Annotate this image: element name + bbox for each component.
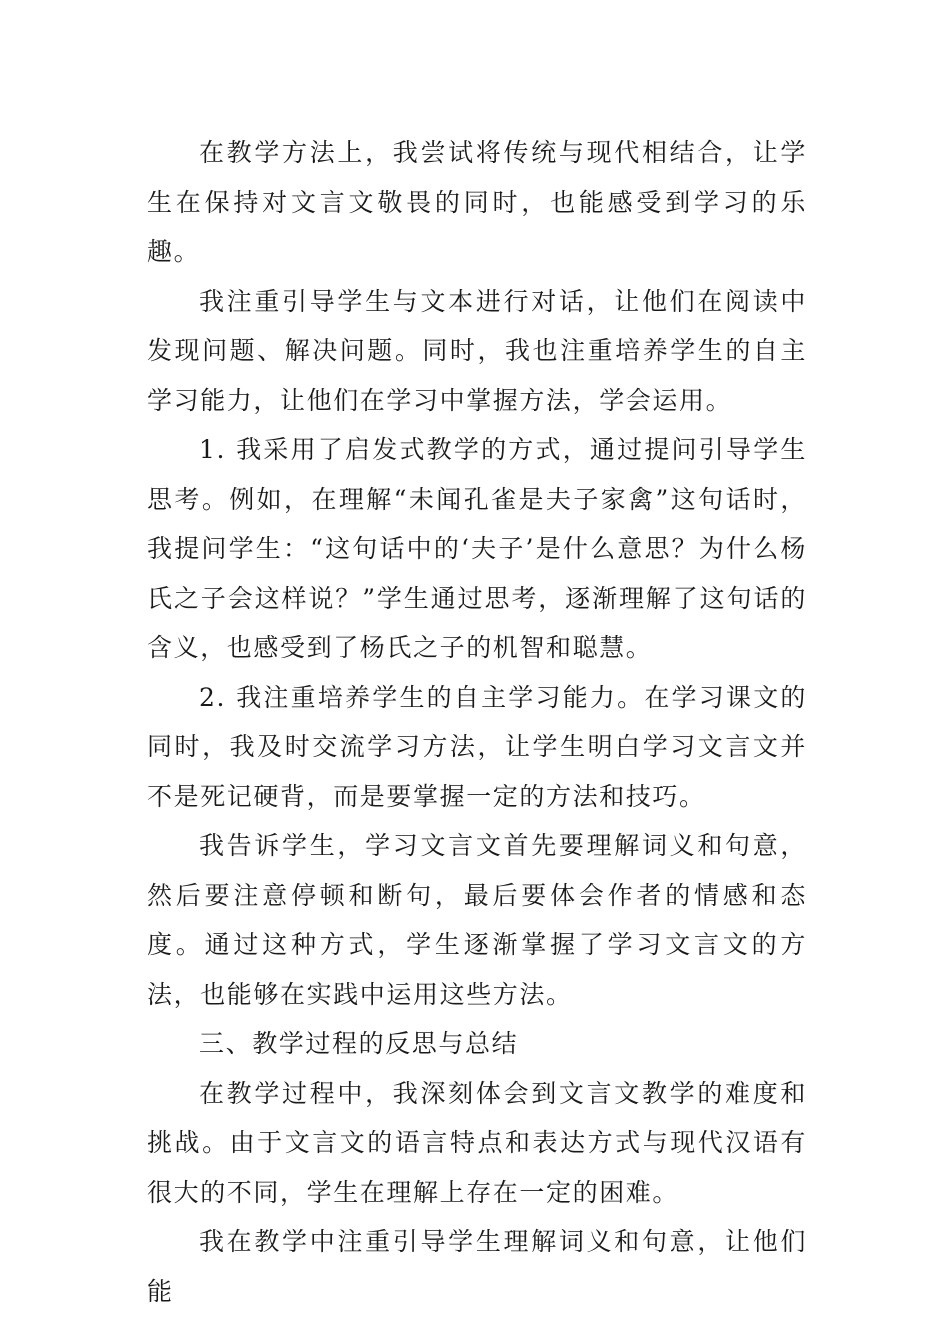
paragraph-study-advice: 我告诉学生，学习文言文首先要理解词义和句意，然后要注意停顿和断句，最后要体会作者的情感和态度。通过这种方式，学生逐渐掌握了学习文言文的方法，也能够在实践中运用这些方法。 bbox=[147, 831, 807, 1009]
paragraph-teaching-method: 在教学方法上，我尝试将传统与现代相结合，让学生在保持对文言文敬畏的同时，也能感受到学习的乐趣。 bbox=[147, 138, 807, 266]
paragraph-continued: 我在教学中注重引导学生理解词义和句意，让他们能 bbox=[147, 1227, 807, 1306]
paragraph-dialogue-with-text: 我注重引导学生与文本进行对话，让他们在阅读中发现问题、解决问题。同时，我也注重培养学生的自主学习能力，让他们在学习中掌握方法，学会运用。 bbox=[147, 286, 807, 415]
document-page bbox=[147, 128, 807, 1316]
paragraph-reflection: 在教学过程中，我深刻体会到文言文教学的难度和挑战。由于文言文的语言特点和表达方式与现代汉语有很大的不同，学生在理解上存在一定的困难。 bbox=[147, 1078, 807, 1207]
paragraph-point-1: 1. 我采用了启发式教学的方式，通过提问引导学生思考。例如，在理解“未闻孔雀是夫子家禽”这句话时，我提问学生：“这句话中的‘夫子’是什么意思？为什么杨氏之子会这样说？”学生通过思考，逐渐理解了这句话的含义，也感受到了杨氏之子的机智和聪慧。 bbox=[147, 435, 807, 662]
section-heading: 三、教学过程的反思与总结 bbox=[199, 1029, 519, 1058]
paragraph-point-2: 2. 我注重培养学生的自主学习能力。在学习课文的同时，我及时交流学习方法，让学生明白学习文言文并不是死记硬背，而是要掌握一定的方法和技巧。 bbox=[147, 682, 807, 811]
